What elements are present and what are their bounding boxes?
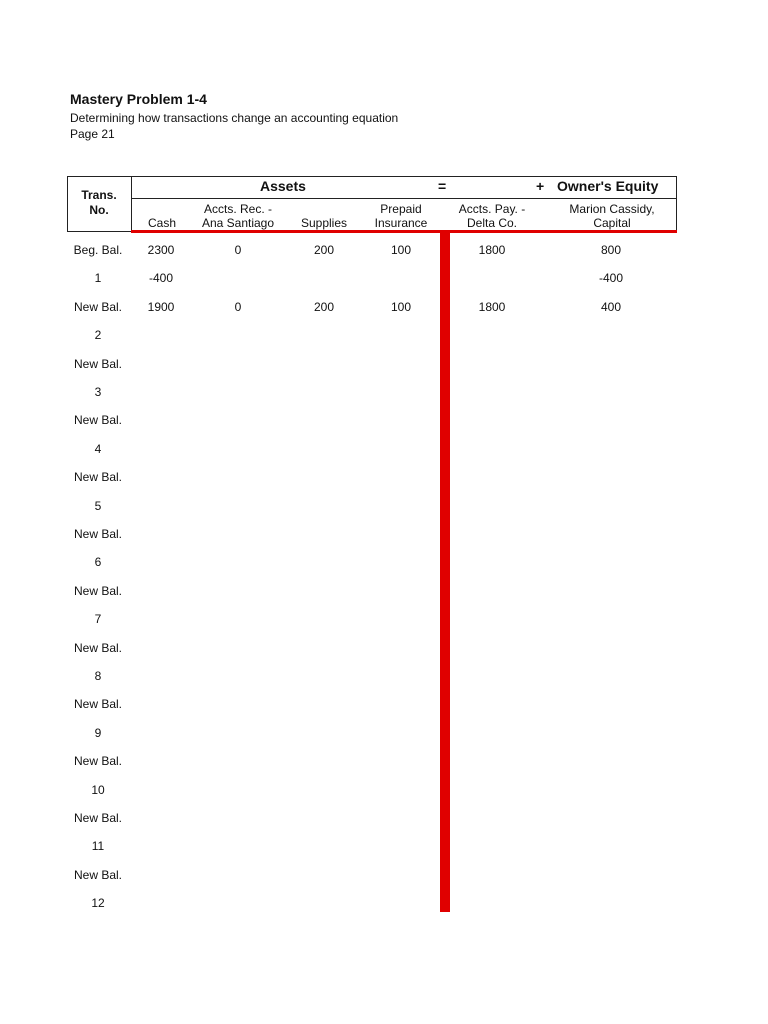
problem-title: Mastery Problem 1-4 bbox=[70, 91, 207, 107]
row-label: New Bal. bbox=[73, 357, 123, 371]
column-header-accts-rec bbox=[190, 200, 286, 230]
row-label: 6 bbox=[94, 555, 102, 569]
header-red-underline bbox=[131, 230, 677, 233]
table-cell: 1800 bbox=[478, 300, 506, 314]
row-label: New Bal. bbox=[73, 641, 123, 655]
table-cell: 100 bbox=[390, 300, 412, 314]
table-cell: 0 bbox=[234, 300, 242, 314]
row-label: 7 bbox=[94, 612, 102, 626]
row-label: 8 bbox=[94, 669, 102, 683]
column-header-cash bbox=[140, 200, 184, 230]
table-cell: 200 bbox=[313, 243, 335, 257]
table-cell: 1800 bbox=[478, 243, 506, 257]
problem-subtitle: Determining how transactions change an accounting equation bbox=[70, 111, 399, 125]
column-header-prepaid-insurance bbox=[366, 200, 436, 230]
row-label: 10 bbox=[91, 783, 105, 797]
plus-sign: + bbox=[536, 178, 545, 194]
row-label: 4 bbox=[94, 442, 102, 456]
column-header-label: Supplies bbox=[300, 216, 348, 230]
owners-equity-heading: Owner's Equity bbox=[557, 178, 659, 194]
table-cell: 1900 bbox=[147, 300, 175, 314]
row-label: New Bal. bbox=[73, 300, 123, 314]
column-header-label: Prepaid Insurance bbox=[374, 202, 428, 230]
table-cell: 100 bbox=[390, 243, 412, 257]
row-label: New Bal. bbox=[73, 811, 123, 825]
column-header-capital bbox=[556, 200, 668, 230]
row-label: Beg. Bal. bbox=[73, 243, 123, 257]
column-header-accts-pay bbox=[452, 200, 532, 230]
row-label: 1 bbox=[94, 271, 102, 285]
table-cell: 0 bbox=[234, 243, 242, 257]
row-label: New Bal. bbox=[73, 413, 123, 427]
assets-heading: Assets bbox=[260, 178, 306, 194]
equation-red-divider bbox=[440, 233, 450, 912]
trans-no-header bbox=[67, 188, 131, 218]
row-label: New Bal. bbox=[73, 697, 123, 711]
row-label: New Bal. bbox=[73, 868, 123, 882]
row-label: 3 bbox=[94, 385, 102, 399]
column-header-supplies bbox=[292, 200, 356, 230]
trans-no-label: Trans. No. bbox=[81, 188, 117, 217]
column-header-label: Accts. Pay. - Delta Co. bbox=[458, 202, 526, 230]
column-header-label: Accts. Rec. - Ana Santiago bbox=[201, 202, 275, 230]
row-label: New Bal. bbox=[73, 584, 123, 598]
table-cell: 800 bbox=[600, 243, 622, 257]
table-cell: -400 bbox=[598, 271, 624, 285]
row-label: 5 bbox=[94, 499, 102, 513]
table-cell: 2300 bbox=[147, 243, 175, 257]
row-label: New Bal. bbox=[73, 527, 123, 541]
row-label: 11 bbox=[91, 839, 105, 853]
page-reference: Page 21 bbox=[70, 127, 115, 141]
row-label: New Bal. bbox=[73, 754, 123, 768]
row-label: New Bal. bbox=[73, 470, 123, 484]
header-divider-horizontal bbox=[131, 198, 677, 199]
row-label: 2 bbox=[94, 328, 102, 342]
table-cell: 200 bbox=[313, 300, 335, 314]
column-header-label: Cash bbox=[147, 216, 176, 230]
equals-sign: = bbox=[438, 178, 447, 194]
table-cell: 400 bbox=[600, 300, 622, 314]
table-cell: -400 bbox=[148, 271, 174, 285]
row-label: 9 bbox=[94, 726, 102, 740]
column-header-label: Marion Cassidy, Capital bbox=[569, 202, 655, 230]
row-label: 12 bbox=[91, 896, 105, 910]
header-divider-vertical bbox=[131, 176, 132, 232]
